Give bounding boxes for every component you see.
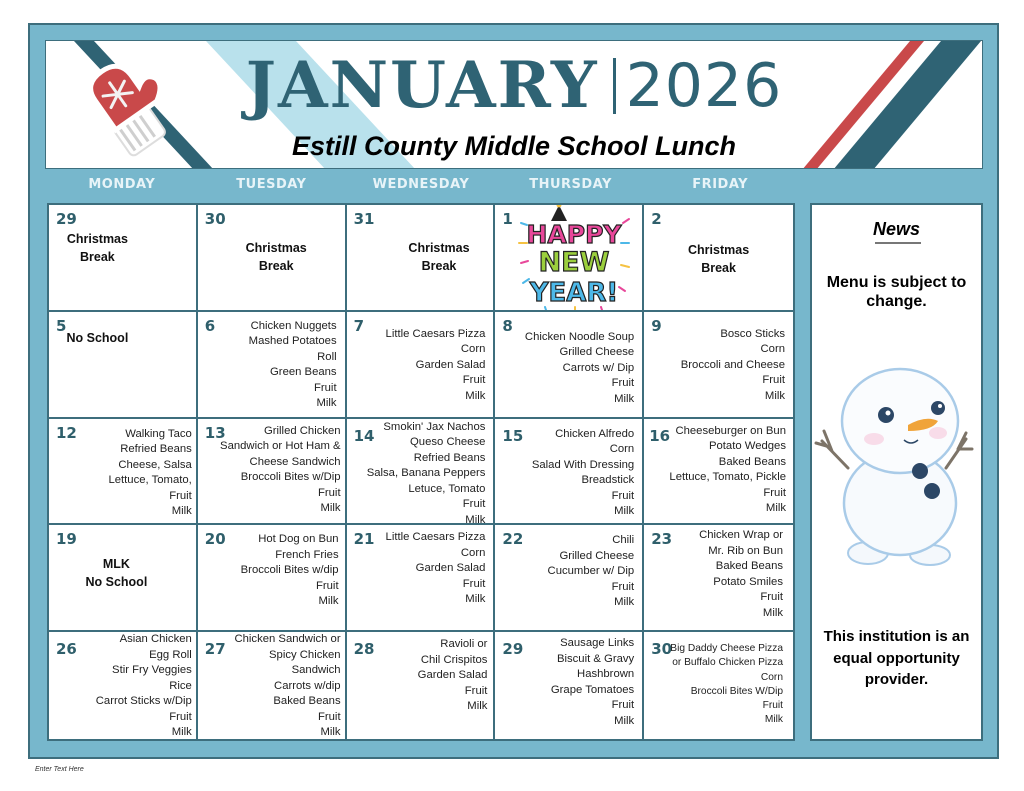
day-cell — [495, 419, 644, 526]
news-title: News — [872, 219, 921, 239]
day-cell — [644, 312, 793, 419]
day-cell — [198, 525, 347, 632]
mitten-icon — [84, 49, 204, 159]
day-cell — [347, 525, 496, 632]
menu-list: Bosco Sticks Corn Broccoli and Cheese Fruit Milk — [680, 327, 785, 402]
calendar-grid — [47, 203, 795, 741]
day-cell — [495, 525, 644, 632]
menu-list: Sausage Links Biscuit & Gravy Hashbrown Grape Tomatoes Fruit Milk — [550, 637, 635, 727]
day-cell — [49, 632, 198, 739]
day-cell — [347, 632, 496, 739]
menu-list: Cheeseburger on Bun Potato Wedges Baked Beans Lettuce, Tomato, Pickle Fruit Milk — [669, 424, 786, 515]
day-number: 30 — [204, 210, 226, 228]
day-number: 27 — [204, 640, 226, 659]
weekday-thursday: THURSDAY — [529, 177, 612, 192]
day-cell — [495, 205, 644, 312]
day-cell — [347, 205, 496, 312]
day-cell — [495, 312, 644, 419]
day-notice: No School — [66, 330, 129, 345]
menu-list: Chicken Sandwich or Spicy Chicken Sandwich Carrots w/dip Baked Beans Fruit Milk — [234, 633, 341, 739]
day-notice: Christmas Break — [688, 243, 750, 275]
menu-list: Chicken Nuggets Mashed Potatoes Roll Green Beans Fruit Milk — [248, 319, 337, 410]
day-cell — [49, 312, 198, 419]
day-cell — [644, 419, 793, 526]
day-cell — [198, 312, 347, 419]
weekday-header-row — [47, 177, 795, 197]
day-cell — [49, 419, 198, 526]
day-cell — [49, 525, 198, 632]
day-number: 15 — [502, 426, 524, 445]
day-number: 6 — [204, 316, 216, 335]
menu-list: Little Caesars Pizza Corn Garden Salad Fruit Milk — [385, 327, 486, 402]
day-number: 13 — [204, 423, 226, 442]
day-cell — [198, 632, 347, 739]
day-cell — [644, 632, 793, 739]
equal-opportunity-statement: This institution is an equal opportunity provider. — [823, 628, 970, 688]
day-cell — [644, 205, 793, 312]
menu-list: Ravioli or Chil Crispitos Garden Salad Fruit Milk — [417, 638, 488, 713]
day-number: 1 — [502, 210, 513, 228]
day-number: 22 — [502, 530, 524, 549]
day-cell — [198, 419, 347, 526]
menu-list: Asian Chicken Egg Roll Stir Fry Veggies Rice Carrot Sticks w/Dip Fruit Milk — [95, 633, 192, 739]
menu-list: Chili Grilled Cheese Cucumber w/ Dip Fruit Milk — [547, 534, 635, 609]
menu-list: Chicken Alfredo Corn Salad With Dressing Breadstick Fruit Milk — [531, 427, 635, 518]
day-number: 29 — [502, 640, 524, 659]
day-number: 28 — [353, 640, 375, 659]
title-separator — [613, 58, 616, 114]
page-title — [234, 48, 794, 123]
day-cell — [347, 312, 496, 419]
day-number: 12 — [56, 423, 77, 442]
menu-list: Little Caesars Pizza Corn Garden Salad Fruit Milk — [385, 531, 486, 606]
day-number: 31 — [353, 210, 375, 228]
menu-list: Big Daddy Cheese Pizza or Buffalo Chicken Pizza Corn Broccoli Bites W/Dip Fruit Milk — [670, 643, 783, 726]
news-panel — [810, 203, 983, 741]
happy-new-year-graphic — [515, 205, 633, 312]
day-cell — [347, 419, 496, 526]
news-title-underline — [875, 242, 921, 244]
svg-text:NEW: NEW — [538, 247, 610, 278]
day-notice: Christmas Break — [66, 232, 128, 264]
day-number: 30 — [651, 640, 673, 659]
day-number: 21 — [353, 530, 375, 549]
day-number: 16 — [649, 426, 671, 445]
calendar-header — [45, 40, 983, 169]
weekday-monday: MONDAY — [88, 177, 156, 192]
day-number: 29 — [56, 210, 77, 228]
day-number: 20 — [204, 530, 226, 549]
day-notice: MLK No School — [85, 557, 148, 589]
day-notice: Christmas Break — [408, 241, 470, 273]
day-cell — [644, 525, 793, 632]
weekday-friday: FRIDAY — [692, 177, 749, 192]
day-number: 8 — [502, 316, 513, 335]
footer-placeholder-text: Enter Text Here — [35, 766, 84, 773]
day-cell — [49, 205, 198, 312]
title-year: 2026 — [625, 51, 783, 121]
news-message: Menu is subject to change. — [826, 274, 967, 310]
menu-list: Chicken Noodle Soup Grilled Cheese Carrots w/ Dip Fruit Milk — [524, 330, 635, 405]
weekday-wednesday: WEDNESDAY — [372, 177, 470, 192]
day-number: 23 — [651, 530, 673, 549]
snowman-icon — [808, 343, 983, 568]
weekday-tuesday: TUESDAY — [236, 177, 307, 192]
title-month: JANUARY — [245, 48, 599, 123]
svg-text:HAPPY: HAPPY — [526, 220, 622, 249]
day-number: 7 — [353, 316, 365, 335]
day-number: 19 — [56, 530, 77, 549]
menu-list: Hot Dog on Bun French Fries Broccoli Bites w/dip Fruit Milk — [240, 533, 339, 608]
day-cell — [198, 205, 347, 312]
menu-list: Chicken Wrap or Mr. Rib on Bun Baked Beans Potato Smiles Fruit Milk — [699, 529, 783, 619]
menu-list: Walking Taco Refried Beans Cheese, Salsa Lettuce, Tomato, Fruit Milk — [108, 427, 192, 518]
day-number: 5 — [56, 316, 67, 335]
day-notice: Christmas Break — [245, 241, 307, 273]
menu-list: Grilled Chicken Sandwich or Hot Ham & Cheese Sandwich Broccoli Bites w/Dip Fruit Milk — [220, 424, 341, 515]
svg-text:YEAR!: YEAR! — [530, 278, 619, 308]
day-number: 26 — [56, 640, 77, 659]
day-number: 9 — [651, 316, 662, 335]
day-number: 2 — [651, 210, 662, 228]
menu-list: Smokin' Jax Nachos Queso Cheese Refried Beans Salsa, Banana Peppers Letuce, Tomato Fruit Milk — [366, 420, 486, 526]
page-subtitle: Estill County Middle School Lunch — [292, 131, 736, 161]
day-cell — [495, 632, 644, 739]
day-number: 14 — [353, 426, 375, 445]
